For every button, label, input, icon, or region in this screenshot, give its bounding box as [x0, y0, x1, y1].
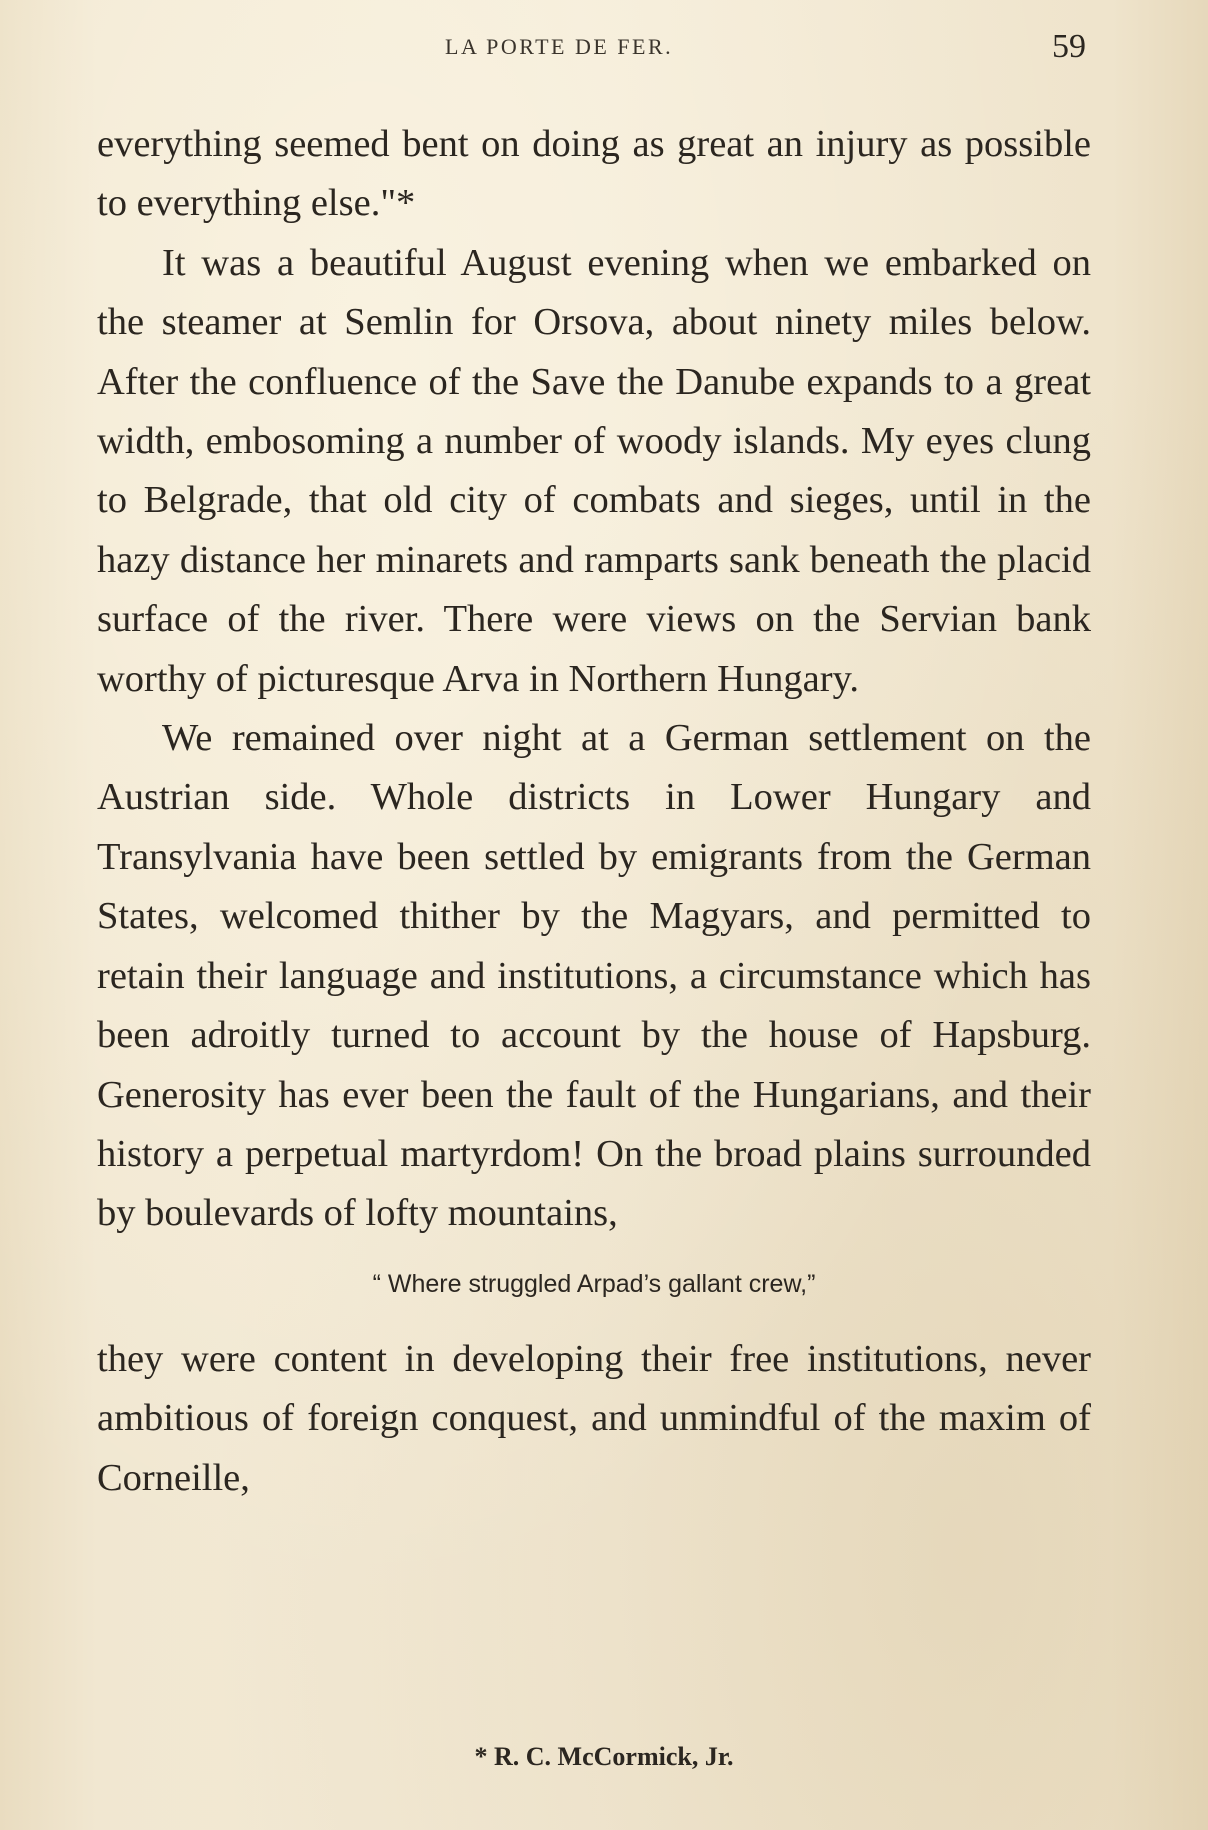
- paragraph-danube-voyage: It was a beautiful August evening when we embarked on the steamer at Semlin for Orsova, about ninety miles below. After the confluence of the Save the Danube expands to a great width, embosoming a number of woody islands. My eyes clung to Belgrade, that old city of combats and sieges, until in the hazy distance her minarets and ramparts sank beneath the placid surface of the river. There were views on the Servian bank worthy of picturesque Arva in Northern Hungary.: [97, 241, 1091, 700]
- paragraph-continued: everything seemed bent on doing as great an injury as possible to everything else."*: [97, 123, 1091, 225]
- verse-quote: “ Where struggled Arpad’s gallant crew,”: [372, 1269, 816, 1298]
- footnote: * R. C. McCormick, Jr.: [474, 1742, 734, 1771]
- running-head: LA PORTE DE FER.: [445, 34, 674, 59]
- page-number: 59: [1052, 28, 1086, 65]
- body-text: [97, 115, 1091, 1508]
- paragraph-closing: they were content in developing their free institutions, never ambitious of foreign conquest, and unmindful of the maxim of Corneille,: [97, 1337, 1091, 1499]
- paragraph-german-settlement: We remained over night at a German settlement on the Austrian side. Whole districts in Lower Hungary and Transylvania have been settled by emigrants from the German States, welcomed thither by the Magyars, and permitted to retain their language and institutions, a circumstance which has been adroitly turned to account by the house of Hapsburg. Generosity has ever been the fault of the Hungarians, and their history a perpetual martyrdom! On the broad plains surrounded by boulevards of lofty mountains,: [97, 717, 1091, 1235]
